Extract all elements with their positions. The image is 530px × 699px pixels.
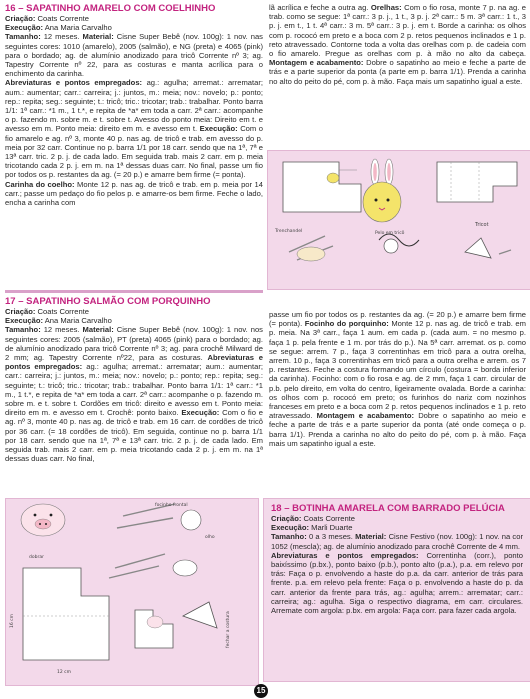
value: Cisne Super Bebê (nov. 100g): 1 nov. nos seguintes cores: 2005 (salmão), PT (preta) 4065 (pink) para o bordado; ag. de alumínio anodizado para tricô Corrente nº 3; ag. para crochê Milward de 2 mm; ag. Tapestry Corrente nº22, para as costuras.: [5, 325, 263, 363]
label: Material:: [355, 532, 387, 542]
page-number: 15: [254, 684, 268, 698]
value: Com o fio e ag. nº 3, monte 40 p. nas ag. de tricô e trab. em 16 carr. de cordões de tricô por 36 carr. (= 18 cordões de tricô). Em seguida, continue no p. barra 1/1 por 18 carr. sendo que na 1ª, 7ª e 13ª carr. tric. 2 p. j. de cada lado. Em seguida trab. mais 2 carr. em p. meia tricotando cada 2 p. j. em m. na 1ª dessas duas carr. No final,: [5, 408, 263, 464]
label: Abreviaturas e pontos empregados:: [5, 353, 263, 372]
fold-label: dobrar: [29, 555, 44, 560]
focinho-label: focinho frontal: [155, 503, 188, 508]
value: Com o fio rosa, monte 7 p. na ag. e trab. como se segue: 1ª carr.: 3 p. j., 1 t., 3 p. j. 2ª carr.: 5 m. 3ª carr.: 1 t., 3 p. j. em t., 1 t. 4ª carr.: 3 m. 5ª carr.: 3 p. j. em t. Borde a carinha: os olhos com p. rococó em preto e a boca com 2 p. retos pequenos inclinados e 1 p. reto atravessado. Contorne toda a volta das orelhas com p. de cadeia com o fio amarelo. Pregue as orelhas com p. à mão no alto da cabeça.: [269, 3, 526, 59]
seam-label: fechar a costura: [226, 611, 231, 648]
section-18-title: 18 – BOTINHA AMARELA COM BARRADO PELÚCIA: [271, 503, 505, 514]
section-17-right: [269, 310, 526, 448]
figure-17-diagram: [5, 498, 257, 684]
shoe-pattern: [23, 568, 109, 660]
label: Criação:: [5, 307, 36, 316]
value: ag.: agulha; arremat.: arrematar; aum.: aumentar; carr.: carreira; j.: juntos, m.: meia; nov.: novelo; p.: ponto; rep.: repita; seg.: seguinte; t.: tricô; tric.: tricotar; trab.: trabalhar. Ponto barra 1/1: 1ª carr.: *1 m., 1 t.*, e repita de *a* em toda a carr. 2ª carr.: acompanhe o p. fazendo m. sobre m. e t. sobre t. Cordões em tricô: direito e avesso em t. Ponto meia: direito em m. e avesso em t. Crochê: ponto baixo.: [5, 362, 263, 418]
value: Coats Corrente: [37, 307, 90, 316]
value: Ana Maria Carvalho: [44, 23, 112, 33]
value: lã acrílica e feche a outra ag.: [269, 3, 369, 12]
section-divider: [5, 290, 263, 293]
label: Tamanho:: [271, 532, 307, 542]
section-16-right: [269, 3, 526, 86]
label: Tamanho:: [5, 32, 41, 42]
value: Dobre o sapatinho ao meio e feche a parte de trás e a parte superior da ponta (a parte em p. barra 1/1). Prenda a carinha no alto do peito do pé, com p. à mão. Faça mais um sapatinho igual a este.: [269, 58, 526, 86]
value: Com o fio amarelo e ag. nº 3, monte 40 p. nas ag. de tricô e trab. em avesso do p. meia por 32 carr. Continue no p. barra 1/1 por 18 carr. sendo que na 1ª, 7ª e 13ª carr. tric. 2 p. j. de cada lado. Em seguida trab. mais 2 carr. em p. meia tricotando cada 2 p. j. em m. na 1ª dessas duas carr. No final, passe um fio por todos os p. restantes da ag. (= 20 p.) e amarre bem firme (= ponta).: [5, 124, 263, 180]
scale-label: Trenchandel: [275, 229, 303, 234]
figure-16-diagram: [267, 150, 529, 288]
value: Monte 12 p. nas ag. de tricô e trab. em p. meia por 14 carr.; passe um pedaço do fio pelos p. e amarre-os bem firme. Feche o lado, encha a carinha com: [5, 179, 263, 208]
label: Tamanho:: [5, 325, 41, 335]
label: Montagem e acabamento:: [269, 58, 364, 68]
section-17-title: 17 – SAPATINHO SALMÃO COM PORQUINHO: [5, 296, 211, 307]
label: Execução:: [271, 523, 309, 533]
value: Correntinha (corr.), ponto baixíssimo (p.bx.), ponto baixo (p.b.), ponto alto (p.a.), p.a. em relevo por trás: Faça o p. envolvendo a haste do p.a. da carr. anterior de trás para frente. p.a. em relevo pela frente: Faça o p. envolvendo a haste do p. da carr. anterior da frente para trás, ag.: agulha; arrem.: arrematar; carr.: carreira; ag.: agulha. Siga o respectivo diagrama, em carr. circulares. Arremate com argola: p.bx. em argola: Faça corr. para fazer cada argola.: [271, 550, 523, 616]
value: 12 meses.: [43, 325, 80, 335]
shoe-outline: [283, 162, 361, 212]
value: passe um fio por todos os p. restantes da ag. (= 20 p.) e amarre bem firme (= ponta).: [269, 310, 526, 329]
label: Abreviaturas e pontos empregados:: [271, 550, 419, 560]
label: Criação:: [5, 14, 36, 23]
label: Execução:: [181, 408, 220, 418]
label: Execução:: [199, 124, 238, 134]
dim-h: 16 cm: [10, 613, 15, 628]
label: Criação:: [271, 514, 302, 523]
label: Execução:: [5, 23, 43, 33]
label: Orelhas:: [370, 3, 402, 12]
value: 12 meses.: [43, 32, 80, 42]
label: Execução:: [5, 316, 43, 326]
value: Monte 12 p. nas ag. de tricô e trab. em p. meia. Na 3ª carr., faça 1 aum. em cada p. (cada aum. = no mesmo p. faça 1 p. pela frente e 1 m. por trás do p.). Na 5ª carr. arremat. os p. como se segue: arrem. 7 p., faça 3 correntinhas em tricô para a outra orelha, arrem. 10 p., faça 3 correntinhas em tricô para a outra orelha e arrem. os 7 p. restantes. Feche a costura formando um círculo (costura = borda inferior da carinha). Focinho: com o fio rosa e ag. de 2 mm, faça 1 carr. circular de p.b. pelo direito, em volta do centro, ligeiramente ovalada. Borde a carinha: os olhos com p. rococó em preto; os furinhos do nariz com nozinhos franceses em preto e a boca com 2 p. retos pequenos inclinados e 1 p. reto atravessado.: [269, 319, 526, 421]
bunny-head: [363, 182, 401, 222]
eye-label: olho: [205, 535, 215, 540]
side-label: Tricot: [475, 222, 489, 228]
label: Montagem e acabamento:: [316, 411, 415, 421]
section-18: [271, 503, 523, 615]
section-16-left: [5, 3, 263, 207]
value: Dobre o sapatinho ao meio e feche a parte de trás e a parte superior da ponta (até onde começa o p. barra 1/1). Prenda a carinha no alto do peito do pé, com p. à mão. Faça mais um sapatinho igual a este.: [269, 411, 526, 448]
detail-label: Pelo em tricô: [375, 231, 405, 236]
value: Cisne Festivo (nov. 100g): 1 nov. na cor 1052 (mescla); ag. de alumínio anodizado para crochê Corrente de 4 mm.: [271, 532, 523, 551]
value: Coats Corrente: [303, 514, 356, 523]
label: Carinha do coelho:: [5, 179, 75, 189]
shoe-pattern: [437, 162, 517, 202]
bunny-face: [327, 173, 339, 183]
label: Material:: [82, 325, 114, 335]
dim-w: 12 cm: [57, 670, 72, 675]
label: Abreviaturas e pontos empregados:: [5, 78, 143, 88]
value: Ana Maria Carvalho: [44, 316, 112, 326]
value: Cisne Super Bebê (nov. 100g): 1 nov. nas seguintes cores: 1010 (amarelo), 2005 (salmão), e NG (preta) e 4065 (pink) para o bordado; ag. de alumínio anodizado para tricô Corrente nº 3; ag. Tapestry Corrente nº 22, para as costuras e manta acrílica para o enchimento da carinha.: [5, 32, 263, 79]
value: Coats Corrente: [37, 14, 90, 23]
section-16-title: 16 – SAPATINHO AMARELO COM COELHINHO: [5, 3, 216, 14]
section-17-left: [5, 296, 263, 463]
label: Material:: [82, 32, 114, 42]
value: 0 a 3 meses.: [308, 532, 353, 542]
value: Marli Duarte: [311, 523, 353, 533]
value: ag.: agulha; arremat.: arrematar; aum.: aumentar; carr.: carreira; j.: juntos, m.: meia; nov.: novelo; p.: ponto; rep.: repita; seg.: seguinte; t.: tricô; tric.: tricotar; trab.: trabalhar. Ponto barra 1/1: 1ª carr.: *1 m., 1 t.*, e repita de *a* em toda a carr. 2ª carr.: acompanhe o p. fazendo m. sobre m. e t. sobre t. Avesso do ponto meia: Direito em t. e avesso em m. Ponto meia: direito em m. e avesso em t.: [5, 78, 263, 134]
label: Focinho do porquinho:: [304, 319, 389, 329]
